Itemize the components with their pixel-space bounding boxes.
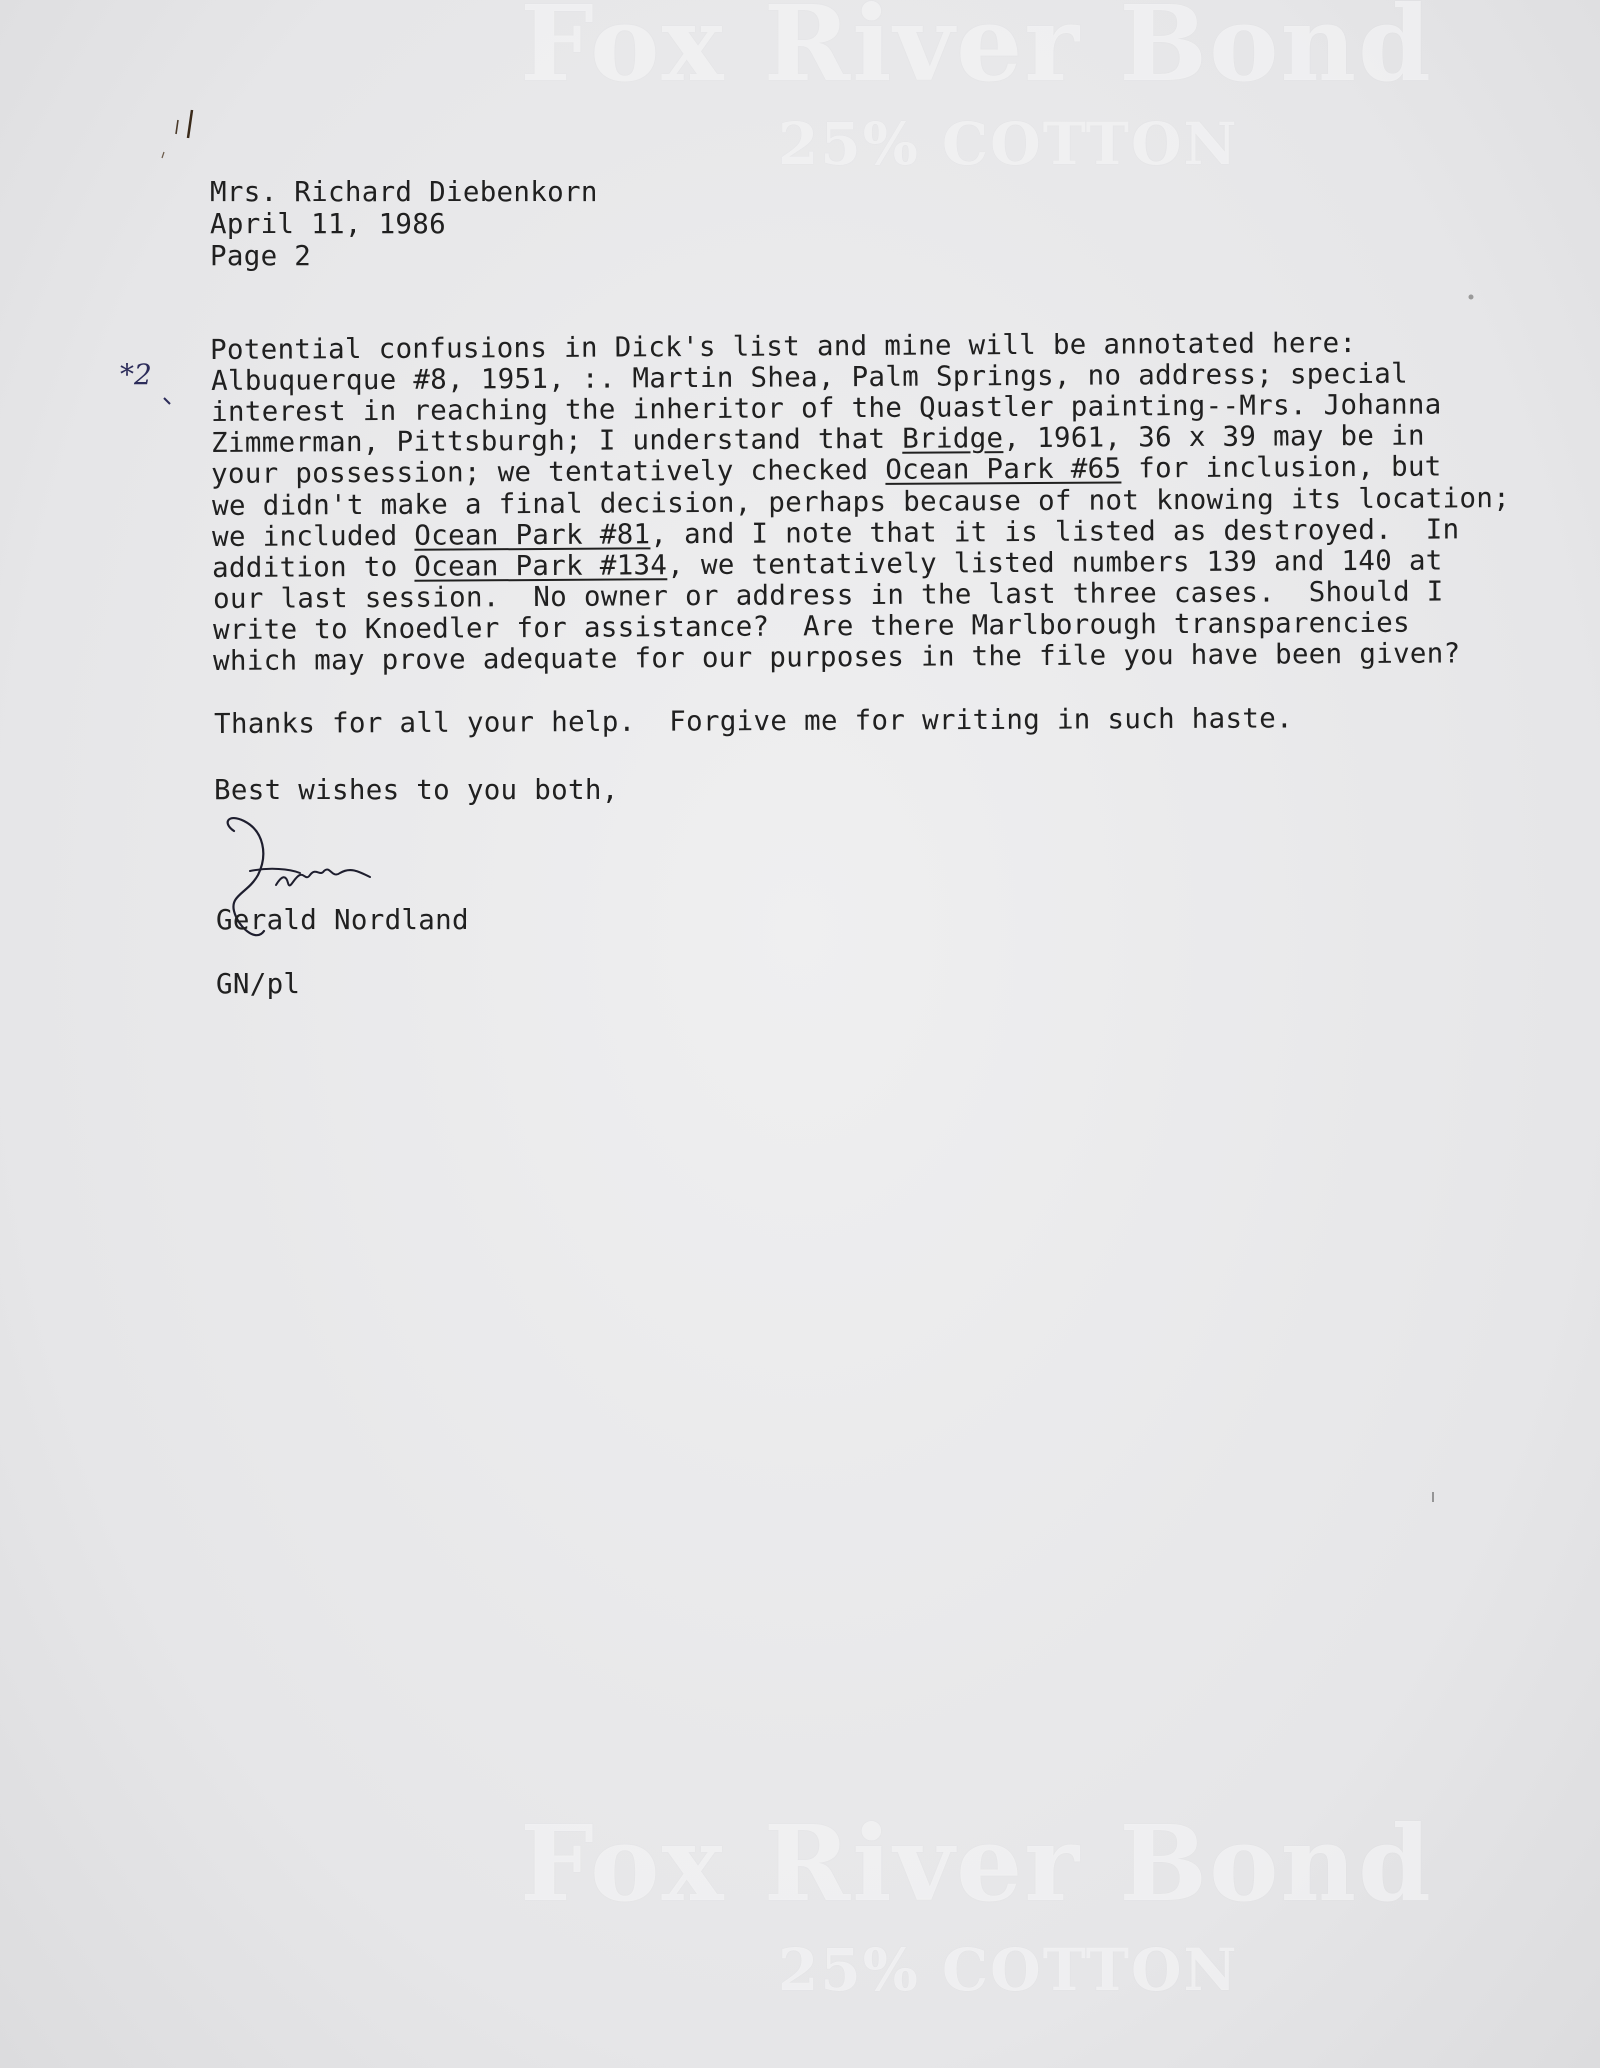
body-line-2: Albuquerque #8, 1951, :. Martin Shea, Palm Springs, no address; special	[211, 357, 1408, 397]
body-line-11: which may prove adequate for our purposes in the file you have been given?	[213, 637, 1461, 677]
body-line-7-text-b: , and I note that it is listed as destroyed. In	[650, 513, 1460, 551]
typist-initials: GN/pl	[216, 968, 301, 1000]
page-number-line: Page 2	[210, 240, 312, 272]
body-line-7-text-a: we included	[212, 519, 415, 553]
artwork-title-ocean-park-81: Ocean Park #81	[414, 518, 651, 552]
pen-scratch-mark	[140, 100, 200, 170]
body-line-3: interest in reaching the inheritor of the Quastler painting--Mrs. Johanna	[211, 388, 1442, 428]
watermark-brand-bottom: Fox River Bond	[520, 1802, 1433, 1925]
thanks-line: Thanks for all your help. Forgive me for writing in such haste.	[214, 702, 1293, 740]
artwork-title-ocean-park-65: Ocean Park #65	[885, 452, 1122, 486]
body-line-5-text-b: for inclusion, but	[1121, 450, 1442, 485]
body-line-1: Potential confusions in Dick's list and mine will be annotated here:	[210, 326, 1357, 366]
artwork-title-ocean-park-134: Ocean Park #134	[414, 549, 668, 583]
body-line-8-text-b: , we tentatively listed numbers 139 and 140 at	[667, 544, 1443, 582]
paper-speck	[1428, 1490, 1438, 1504]
body-line-10: write to Knoedler for assistance? Are there Marlborough transparencies	[213, 606, 1410, 646]
body-line-4-text-a: Zimmerman, Pittsburgh; I understand that	[211, 422, 903, 459]
recipient-line: Mrs. Richard Diebenkorn	[210, 176, 598, 208]
watermark-cotton-top: 25% COTTON	[778, 110, 1239, 178]
closing-line: Best wishes to you both,	[214, 774, 619, 806]
watermark-cotton-bottom: 25% COTTON	[778, 1936, 1239, 2004]
date-line: April 11, 1986	[210, 208, 446, 240]
body-line-5-text-a: your possession; we tentatively checked	[211, 453, 886, 490]
paper-speck	[1466, 292, 1476, 302]
artwork-title-bridge: Bridge	[902, 422, 1004, 455]
body-line-8-text-a: addition to	[212, 550, 415, 584]
watermark-brand-top: Fox River Bond	[520, 0, 1433, 105]
body-line-6: we didn't make a final decision, perhaps because of not knowing its location;	[212, 482, 1511, 522]
typed-signatory-name: Gerald Nordland	[216, 904, 469, 936]
margin-annotation: *2	[120, 358, 152, 391]
body-line-4-text-b: , 1961, 36 x 39 may be in	[1003, 419, 1425, 455]
body-line-9: our last session. No owner or address in the last three cases. Should I	[213, 575, 1444, 615]
margin-tick-mark	[162, 396, 174, 408]
